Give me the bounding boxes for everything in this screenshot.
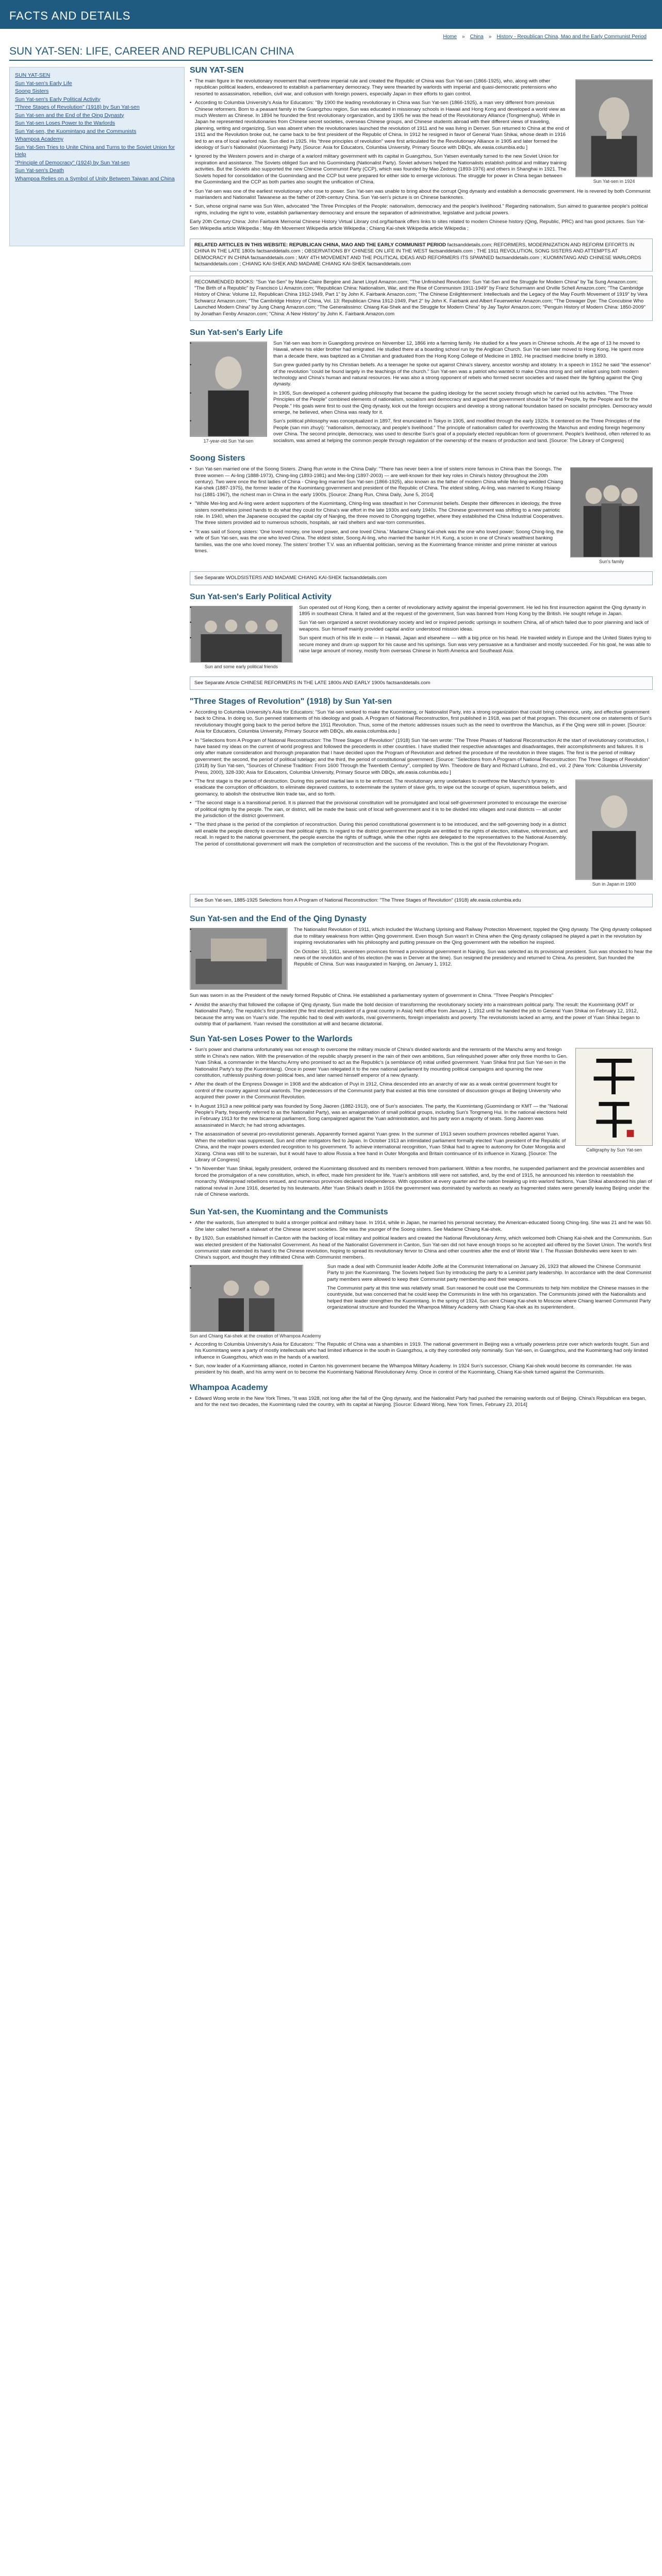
paragraph: • In "Selections from A Program of National Reconstruction: The Three Stages of Revolution" (1918) Sun Yat-sen wrote: "The Three Phases of National Reconstruction At the start of revolutionary construction, I have based my ideas on the current of world progress and followed the precedents in other countries. I have studied their respective advantages and disadvantages, their accomplishments and failures. It is only after mature consideration and thorough preparation that I have decided upon the Program of Revolution and defined the procedure of the revolution in three stages. The first is the period of military government; the second, the period of political tutelage; and the third, the period of constitutional government. [Source: "Selections from A Program of National Reconstruction: The Three Stages of Revolution" (1918) by Sun Yat-sen, "Sources of Chinese Tradition: From 1600 Through the Twentieth Century", compiled by Wm. Theodore de Bary and Richard Lufrano, 2nd ed., vol. 2 (New York: Columbia University Press, 2000), 328-330; Asia for Educators, Columbia University, Primary Source with DBQs, afe.easia.columbia.edu ]	[190, 738, 653, 776]
toc-item[interactable]: "Principle of Democracy" (1924) by Sun Yat-sen	[15, 159, 130, 166]
section-heading: Sun Yat-sen, the Kuomintang and the Communists	[190, 1208, 388, 1217]
see-also-box	[190, 676, 653, 690]
paragraph: • Edward Wong wrote in the New York Times, "It was 1928, not long after the fall of the Qing dynasty, and the Nationalist Party had pushed the remaining warlords out of Beijing. China's Republican era began, and for the next two decades, the Kuomintang ruled the country, with its capital at Nanjing. [Source: Edward Wong, New York Times, February 23, 2014]	[190, 1396, 653, 1409]
paragraph: • Sun, now leader of a Kuomintang alliance, rooted in Canton his government became the Whampoa Military Academy. In 1924 Sun's successor, Chiang Kai-shek would become its commander. He was president by his death, and his army went on to become the Kuomintang National Revolutionary Army. Once in control of the Kuomintang, Chiang Kai-shek turned against the Communists.	[190, 1363, 653, 1376]
breadcrumb-sep: »	[462, 33, 465, 40]
see-also-box	[190, 571, 653, 585]
paragraph: • Sun made a deal with Communist leader Adolfe Joffe at the Communist International on January 26, 1923 that allowed the Chinese Communist Party to join the Kuomintang. The Soviets helped Sun by introducing the party to a Leninist party leadership. In accordance with the deal Communist party members were allowed to keep their Communist party membership and their weapons.	[190, 1264, 653, 1283]
breadcrumb-history[interactable]: History - Republican China, Mao and the Early Communist Period	[496, 33, 647, 40]
toc-item[interactable]: Sun Yat-sen, the Kuomintang and the Communists	[15, 128, 137, 134]
figure-caption: Sun and Chiang Kai-shek at the creation of Whampoa Academy	[190, 1333, 321, 1338]
table-of-contents	[9, 67, 185, 246]
toc-item[interactable]: SUN YAT-SEN	[15, 72, 51, 78]
section-heading: Whampoa Academy	[190, 1383, 268, 1392]
paragraph: • In 1905, Sun developed a coherent guiding philosophy that became the guiding ideology for the secret society through which he carried out his activities. "The Three Principles of the People" combined elements of nationalism, socialism and democracy and argued that government should be "of the People, by the People and for the People." His goals were first to oust the Qing dynasty, kick out the foreign occupiers and develop a strong national foundation based on socialist principles. Democracy would emerge, he believed, when China was ready for it.	[190, 391, 653, 416]
paragraph: • Sun Yat-sen was one of the earliest revolutionary who rose to power. Sun Yat-sen was unable to bring about the corrupt Qing dynasty and establish a democratic government. He is revered by both Communist mainlanders and Nationalist Taiwanese as the father of 20th-century China. Sun Yat-sen's picture is on Chinese banknotes.	[190, 189, 653, 201]
section-heading: SUN YAT-SEN	[190, 66, 244, 75]
paragraph: Early 20th Century China: John Fairbank Memorial Chinese History Virtual Library cnd.org/fairbank offers links to sites related to modern Chinese history (Qing, Republic, PRC) and has good pictures. Sun Yat-Sen Wikipedia article Wikipedia ; May 4th Movement Wikipedia article Wikipedia ; Chiang Kai-shek Wikipedia article Wikipedia ;	[190, 219, 646, 231]
paragraph: • According to Columbia University's Asia for Educators: "By 1900 the leading revolutionary in China was Sun Yat-sen (1866-1925), a man very different from previous Chinese reformers. Born to a peasant family in the Guangzhou region, Sun was educated in missionary schools in Hawaii and Hong Kong and developed a world view as much Western as Chinese. In 1894 he founded the first revolutionary organization, and by 1905 he was the head of the Revolutionary Alliance (Tongmenghui). While in Japan he represented revolutionaries from Chinese secret societies, overseas Chinese groups, and Chinese students abroad with their different views of traveling, planning, writing and organizing. Sun was absent when the revolutionaries launched the revolution of 1911 and he was living in Denver. Sun returned to China at the end of 1911 and the Revolution broke out, he came back to be first president of the Republic of China. In 1912 he resigned in favor of General Yuan Shikai, whose death in 1916 led to an era of local warlord rule. Sun died in 1925. His "three principles of revolution" were first articulated for the Revolutionary Alliance in 1905 and later formed the ideology of Sun's Nationalist (Kuomintang) Party. [Source: Asia for Educators, Columbia University, Primary Source with DBQs, afe.easia.columbia.edu ]	[190, 100, 653, 151]
toc-item[interactable]: Sun Yat-sen Loses Power to the Warlords	[15, 120, 115, 126]
paragraph: Sun was sworn in as the President of the newly formed Republic of China. He established a parliamentary system of government in China. "Three People's Principles"	[190, 993, 554, 999]
section-heading: Sun Yat-sen's Early Political Activity	[190, 592, 332, 601]
toc-item[interactable]: Sun Yat-sen and the End of the Qing Dynasty	[15, 112, 124, 118]
paragraph: • "In November Yuan Shikai, legally president, ordered the Kuomintang dissolved and its members removed from parliament. Within a few months, he suspended parliament and the provincial assemblies and forced the promulgation of a new constitution, which, in effect, made him president for life. Yuan's ambitions still were not satisfied, and, by the end of 1915, he announced his intention to reestablish the monarchy. Widespread rebellions ensued, and numerous provinces declared independence. With opposition at every quarter and the nation breaking up into warlord factions, Yuan Shikai abandoned his plan of national revival in June 1916, deserted by his lieutenants. After Yuan Shikai's death in 1916 the government was dominated by warlords as nearly as fragmented states were generally leaving Beijing under the rule of Chinese warlords.	[190, 1166, 653, 1198]
paragraph: • "It was said of Soong sisters: 'One loved money, one loved power, and one loved China.' Madame Chiang Kai-shek was the one who loved power; Soong Ching-ling, the wife of Sun Yat-sen, was the one who loved China. The eldest sister, Soong Ai-ling, who married the banker H.H. Kung, a scion in one of China's wealthiest banking families, was the one who loved money. The sisters' brother T.V. was an influential politician, serving as the Kuomintang finance minister and prime minister at various times.	[190, 529, 653, 555]
article-body	[190, 66, 653, 1411]
paragraph: • Sun's power and charisma unfortunately was not enough to overcome the military muscle of China's divided warlords and the remnants of the Manchu army and foreign strife in China's new nation. With the preservation of the republic sharply present in the rain of their own ambitions, Sun relinquished power after only three months to Gen. Yuan Shikai, a commander in the Manchu Army who promised to act as the Republic's (a semblance of) initial unified government. Yuan Shikai first put Sun Yat-sen in the Nationalist Party's top (the Kuomintang). Once in power Yuan relegated it to the new national parliament by mounting political campaigns and spurning the new constitution, ruthlessly pushing down political foes, and later named himself emperor of a new dynasty.	[190, 1047, 653, 1079]
site-header	[0, 0, 662, 29]
page-title: SUN YAT-SEN: LIFE, CAREER AND REPUBLICAN CHINA	[9, 45, 294, 57]
recommended-books-box	[190, 276, 653, 321]
paragraph: • The assassination of several pro-revolutionist generals. Apparently formed against Yuan grew. In the summer of 1913 seven southern provinces rebelled against Yuan. When the rebellion was suppressed, Sun and other instigators fled to Japan. In October 1913 an intimidated parliament formally elected Yuan president of the Republic of China, and the major powers extended recognition to his government. To achieve international recognition, Yuan Shikai had to agree to autonomy for Outer Mongolia and Xizang. China was still to be suzerain, but it would have to allow Russia a free hand in Outer Mongolia and Britain continuance of its influence in Xizang. [Source: The Library of Congress]	[190, 1131, 653, 1163]
paragraph: • After the warlords, Sun attempted to build a stronger political and military base. In 1914, while in Japan, he married his personal secretary, the American-educated Soong Ching-ling. She was 21 and he was 50. She later called herself a stalwart of the Chinese secret societies. She was the younger of the Soong sisters. See Madame Chiang Kai-shek.	[190, 1220, 653, 1233]
paragraph: • According to Columbia University's Asia for Educators: "Sun Yat-sen worked to make the Kuomintang, or Nationalist Party, into a strong organization that could bring coherence, unity, and effective government back to China. In doing so, Sun penned statements of his ideology and goals. A Program of National Reconstruction, first published in 1918, was part of that program. This document one on statements of Sun's revolutionary thought going back to the period before the 1911 Revolution. Thus, some of the rhetoric addresses issues such as the need to overthrow the Manchus, as if the Qing were still in power. [Source: Asia for Educators, Columbia University, Primary Source with DBQs, afe.easia.columbia.edu ]	[190, 709, 653, 735]
related-heading: RELATED ARTICLES IN THIS WEBSITE: REPUBLICAN CHINA, MAO AND THE EARLY COMMUNIST PERIOD	[194, 242, 446, 248]
see-also-box	[190, 894, 653, 907]
paragraph: • The main figure in the revolutionary movement that overthrew imperial rule and created the Republic of China was Sun Yat-sen (1866-1925), who, along with other republican political leaders, endeavored to establish a parliamentary democracy. They were thwarted by warlords with imperial and quasi-democratic pretensions who resorted to assassination, rebellion, civil war, and collusion with foreign powers, especially Japan in their efforts to gain control.	[190, 78, 653, 97]
paragraph: • Amidst the anarchy that followed the collapse of Qing dynasty, Sun made the bold decision of transforming the revolutionary society into a mainstream political party. The result: the Kuomintang (KMT or Nationalist Party). The republic's first president (the first elected president of a great country in Asia) held office from January 1, 1912 until he handed the job to General Yuan Shikai on February 12, 1912, because the army was on Yuan's side. The republic had to deal with warlords, rival governments, foreign imperialists and poverty. The revolutionists lacked an army, and the power of Yuan Shikai began to outstrip that of parliament. Yuan revised the constitution at will and became dictatorial.	[190, 1002, 653, 1028]
related-articles-box	[190, 239, 653, 272]
paragraph: • "The third phase is the period of the completion of reconstruction. During this period constitutional government is to be introduced, and the self-governing body in a district will enable the people directly to exercise their political rights. In regard to the district government the people are entitled to the rights of election, initiative, referendum, and recall. In regard to the national government, the people exercise the rights of suffrage, while the other rights are delegated to the representatives to the National Assembly. The period of constitutional government will mark the completion of reconstruction and the success of the revolution. This is the gist of the Revolutionary Program.	[190, 822, 653, 848]
section-heading: Soong Sisters	[190, 454, 245, 463]
figure-caption: Sun's family	[599, 559, 624, 565]
paragraph: • Sun spent much of his life in exile — in Hawaii, Japan and elsewhere — with a big price on his head. He traveled widely in Europe and the United States trying to secure money and drum up support for his cause and his uprisings. Sun was very persuasive as a fundraiser and mostly succeeded. For his goal, he was able to raise large amount of money, mostly from overseas Chinese in North America and Southeast Asia.	[190, 635, 653, 654]
breadcrumb-sep: »	[488, 33, 492, 40]
paragraph: • "The first stage is the period of destruction. During this period martial law is to be enforced. The revolutionary army undertakes to overthrow the Manchu's tyranny, to eradicate the corruption of officialdom, to eliminate depraved customs, to exterminate the system of slave girls, to wipe out the scourge of opium, superstitious beliefs, and geomancy, to abolish the obstructive likin trade tax, and so forth.	[190, 778, 653, 798]
toc-item[interactable]: "Three Stages of Revolution" (1918) by Sun Yat-sen	[15, 104, 140, 110]
figure-caption: Sun in Japan in 1900	[592, 881, 636, 887]
paragraph: • According to Columbia University's Asia for Educators: "The Republic of China was a shambles in 1919. The national government in Beijing was a virtually powerless prize over which warlords fought. Sun and his Kuomintang were a party of mostly intellectuals who had limited influence in the south in Guangzhou, a city they controlled only nominally. Sun Yat-sen, in Guangzhou, and the Kuomintang had only limited influence in Guangzhou, which was in the hands of a warlord.	[190, 1342, 653, 1361]
toc-item[interactable]: Whampoa Academy	[15, 136, 63, 142]
paragraph: • "The second stage is a transitional period. It is planned that the provisional constitution will be promulgated and local self-government promoted to encourage the exercise of political rights by the people. The xian, or district, will be made the basic unit of local self-government and it is to be divided into villages and rural districts — all under the jurisdiction of the district government.	[190, 800, 653, 819]
paragraph: • Sun grew guided partly by his Christian beliefs. As a teenager he spoke out against China's slavery, ancestor worship and idolatry. In a speech in 1912 he said "the essence" of the revolution "could be found largely in the teachings of the church." Sun Yat-sen was a patriot who wanted to make China strong and self reliant using both modern technology and China's human and natural resources. He was also a strong opponent of rebels who formed secret societies and raised their life fighting against the Qing dynasty.	[190, 362, 653, 388]
books-body[interactable]: RECOMMENDED BOOKS: "Sun Yat-Sen" by Marie-Claire Bergère and Janet Lloyd Amazon.com; "The Unfinished Revolution: Sun Yat-Sen and the Struggle for Modern China" by Tai Sung Amazon.com; "The Birth of a Republic" by Francisco Li Amazon.com; "Republican China: Nationalism, War, and the Rise of Communism 1911-1949" by Franz Schurmann and Orville Schell Amazon.com; "The Cambridge History of China: Volume 12, Republican China 1912-1949, Part 1" by John K. Fairbank Amazon.com; "The Chinese Enlightenment: Intellectuals and the Legacy of the May Fourth Movement of 1919" by Vera Schwarcz Amazon.com; "The Cambridge History of China, Vol. 13: Republican China 1912-1949, Part 2" by John K. Fairbank and Albert Feuerwerker Amazon.com; "The Dowager Dye: The Concubine Who Launched Modern China" by Jung Chang Amazon.com; "The Generalissimo: Chiang Kai-Shek and the Struggle for Modern China" by Jay Taylor Amazon.com; "Penguin History of Modern China: 1850-2009" by Jonathan Fenby Amazon.com; "China: A New History" by John K. Fairbank Amazon.com	[194, 279, 648, 317]
paragraph: • By 1920, Sun established himself in Canton with the backing of local military and political leaders and created the National Revolutionary Army, which welcomed both Chiang Kai-shek and the Communists. Sun was elected president of the Nationalist Government. As head of the Nationalist Government in Canton, Sun Yat-sen did not have enough troops so he accepted aid offered by the Soviet Union. The world's first communist state extended its hand to the Chinese revolution, hoping to spread its revolutionary fervor to China and other countries after the end of World War I. The Russian Bolsheviks were keen to win China's support, and thought they infiltrated China with Communist members.	[190, 1235, 653, 1261]
paragraph: • Sun's political philosophy was conceptualized in 1897, first enunciated in Tokyo in 1905, and modified through the early 1920s. It centered on the Three Principles of the People (san min zhuyi): "nationalism, democracy, and people's livelihood." The principle of nationalism called for overthrowing the Manchus and ending foreign hegemony over China. The second principle, democracy, was used to describe Sun's goal of a popularly elected republican form of government. People's livelihood, often referred to as socialism, was aimed at helping the common people through regulation of the ownership of the means of production and land. [Source: The Library of Congress]	[190, 418, 653, 444]
section-heading: Sun Yat-sen Loses Power to the Warlords	[190, 1035, 353, 1044]
paragraph: • Sun Yat-sen was born in Guangdong province on November 12, 1866 into a farming family. He studied for a few years in Chinese schools. At the age of 13 he moved to Hawaii, where his elder brother had emigrated. He studied there at a boarding school run by the Anglican Church. Sun Yat-sen later moved to Hong Kong. He spent more than a decade there, was baptized as a Christian and graduated from the Hong Kong College of Medicine in 1892. He practised medicine briefly in 1893.	[190, 341, 653, 360]
figure-caption: 17-year-old Sun Yat-sen	[203, 438, 254, 444]
toc-item[interactable]: Sun Yat-sen's Death	[15, 167, 64, 174]
section-heading: "Three Stages of Revolution" (1918) by Sun Yat-sen	[190, 697, 392, 706]
toc-item[interactable]: Whampoa Relies on a Symbol of Unity Between Taiwan and China	[15, 175, 175, 182]
breadcrumb	[443, 31, 647, 42]
paragraph: • The Communist party at this time was relatively small. Sun reasoned he could use the Communists to help him mobilize the Chinese masses in the countryside, but was concerned that he could keep the Communists in line with his organization. The Communists joined with the Nationalists and helped their leader strengthen the Kuomintang. In the spring of 1924, Sun sent Chiang Kai-shek to Moscow where Chiang learned Communist Party organizational structure and founded the Whampoa Military Academy with Chiang Kai-shek as its superintendent.	[190, 1285, 653, 1311]
paragraph: • Sun Yat-sen married one of the Soong Sisters. Zhang Run wrote in the China Daily: "There has never been a line of sisters more famous in China than the Soongs. The three women — Ai-ling (1888-1973), Ching-ling (1893-1981) and Mei-ling (1897-2003) — are well-known for their key roles in China's history (throughout the 20th century). Two were once the first ladies of China - Ching-ling married Sun Yat-sen (1866-1925), also known as the father of modern China while Mei-ling wedded Chiang Kai-shek (1887-1975), the former leader of the Kuomintang government and president of the Republic of China. The eldest sibling, Ai-ling, was married to Kung Hsiang-hsi (1881-1967), the richest man in China in the early 1900s. [Source: Zhang Run, China Daily, June 5, 2014]	[190, 466, 653, 498]
paragraph: • Sun Yat-sen organized a secret revolutionary society and led or inspired periodic uprisings in southern China, all of which failed due to poor planning and lack of weapons. Sun himself mainly provided capital and/or understood mission ideas.	[190, 620, 653, 633]
toc-item[interactable]: Sun Yat-Sen Tries to Unite China and Turns to the Soviet Union for Help	[15, 144, 175, 158]
see-also-link[interactable]: See Separate Article CHINESE REFORMERS IN THE LATE 1800s AND EARLY 1900s factsanddetails.com	[194, 680, 431, 686]
heading-divider	[9, 60, 653, 61]
paragraph: • "While Mei-ling and Ai-ling were ardent supporters of the Kuomintang, Ching-ling was steadfast in her Communist beliefs. Despite their differences in ideology, the three sisters nonetheless joined hands to do what they could for China's war effort in the late 1930s and early 1940s. The Chinese government was shifting to a new patriotic role. In 1940, when the Japanese occupied the capital city of Nanjing, the three moved to Chongqing together, where they established the China Industrial Cooperatives. The three sisters provided aid to numerous schools, hospitals, air raid shelters and war-torn communities.	[190, 501, 653, 527]
paragraph: • Sun operated out of Hong Kong, then a center of revolutionary activity against the imperial government. He led his first insurrection against the Qing dynasty in 1895 in southeast China. It failed and at the request of the government, Sun was banned from Hong Kong by the British. He sought refuge in Japan.	[190, 605, 653, 618]
paragraph: • In August 1913 a new political party was founded by Song Jiaoren (1882-1913), one of Sun's associates. The party, the Kuomintang (Guomindang or KMT — the "National People's Party, frequently referred to as the Nationalist Party), was an amalgamation of small political groups, including Sun's Tongmeng Hui. In the national elections held in February 1913 for the new bicameral parliament, Song campaigned against the Yuan administration, and his party won a majority of seats. Song Jiaoren was assassinated in March; he had strong advantages.	[190, 1104, 653, 1129]
figure-caption: Sun Yat-sen in 1924	[593, 179, 635, 184]
breadcrumb-home[interactable]: Home	[443, 33, 457, 40]
related-body[interactable]: factsanddetails.com; REFORMERS, MODERNIZATION AND REFORM EFFORTS IN CHINA IN THE LATE 1800s factsanddetails.com ; OBSERVATIONS BY CHINESE ON LIFE IN THE WEST factsanddetails.com ; THE 1911 REVOLUTION, SONG SISTERS AND ATTEMPTS AT DEMOCRACY IN CHINA factsanddetails.com ; MAY 4TH MOVEMENT AND THE POLITICAL IDEAS AND REFORMERS ITS SPAWNED factsanddetails.com ; KUOMINTANG AND CHINESE WARLORDS factsanddetails.com ; CHIANG KAI-SHEK AND MADAME CHIANG KAI-SHEK factsanddetails.com	[194, 242, 641, 267]
paragraph: • After the death of the Empress Dowager in 1908 and the abdication of Puyi in 1912, China descended into an anarchy of war as a weak central government fought for control of the country against local warlords. The predecessors of the Communist party that existed at this time consisted of discussion groups at Beijing University who acquired their power in the Communist Revolution.	[190, 1081, 653, 1100]
section-heading: Sun Yat-sen and the End of the Qing Dynasty	[190, 914, 367, 924]
figure-caption: Sun and some early political friends	[204, 664, 278, 669]
toc-item[interactable]: Sun Yat-sen's Early Life	[15, 80, 72, 87]
paragraph: • Ignored by the Western powers and in charge of a warlord military government with its capital in Guangzhou, Sun Yatsen eventually turned to the new Soviet Union for inspiration and assistance. The Soviets obliged Sun and his Guomindang (Nationalist Party). Soviet advisers helped the Nationalists establish political and military training activities. But the Soviets also supported the new Chinese Communist Party (CCP), which was founded by Mao Zedong (1893-1976) and others in Shanghai in 1921. The Soviets hoped for consolidation of the Guomindang and the CCP but were prepared for either side to emerge victorious. The struggle for power in China began between the Guomindang and the CCP as both parties also sought the unification of China.	[190, 154, 653, 185]
figure-caption: Calligraphy by Sun Yat-sen	[586, 1147, 642, 1153]
paragraph: • Sun, whose original name was Sun Wen, advocated "the Three Principles of the People: nationalism, democracy and the people's livelihood." Regarding nationalism, Sun aimed to guarantee people's political rights, including the right to vote, establish parliamentary democracy and ensure the separation of administrative, legislative and judicial powers.	[190, 204, 653, 216]
site-title[interactable]: FACTS AND DETAILS	[9, 9, 131, 22]
breadcrumb-china[interactable]: China	[470, 33, 484, 40]
section-heading: Sun Yat-sen's Early Life	[190, 328, 283, 337]
toc-item[interactable]: Soong Sisters	[15, 88, 49, 94]
see-also-link[interactable]: See Separate WOLDSISTERS AND MADAME CHIANG KAI-SHEK factsanddetails.com	[194, 575, 387, 581]
paragraph: • On October 10, 1911, seventeen provinces formed a provisional government in Nanjing. Sun was selected as its provisional president. Sun was shocked to hear the news of the revolution and of his election (he was in Denver at the time). Sun resigned the presidency and returned to China. As president, Sun founded the Republic of China. Sun was inaugurated in Nanjing, on January 1, 1912.	[190, 949, 653, 968]
paragraph: • The Nationalist Revolution of 1911, which included the Wuchang Uprising and Railway Protection Movement, toppled the Qing dynasty. The Qing dynasty collapsed due to military weakness from within Qing government. Even though Sun wasn't in China when the Qing dynasty collapsed he played a part in the revolution by inspiring revolutionaries with his philosophy and putting pressure on the Qing government with the rebellion he inspired.	[190, 927, 653, 946]
see-also-link[interactable]: See Sun Yat-sen, 1885-1925 Selections from A Program of National Reconstruction: "The Three Stages of Revolution" (1918) afe.easia.columbia.edu	[194, 897, 521, 903]
toc-item[interactable]: Sun Yat-sen's Early Political Activity	[15, 96, 101, 103]
